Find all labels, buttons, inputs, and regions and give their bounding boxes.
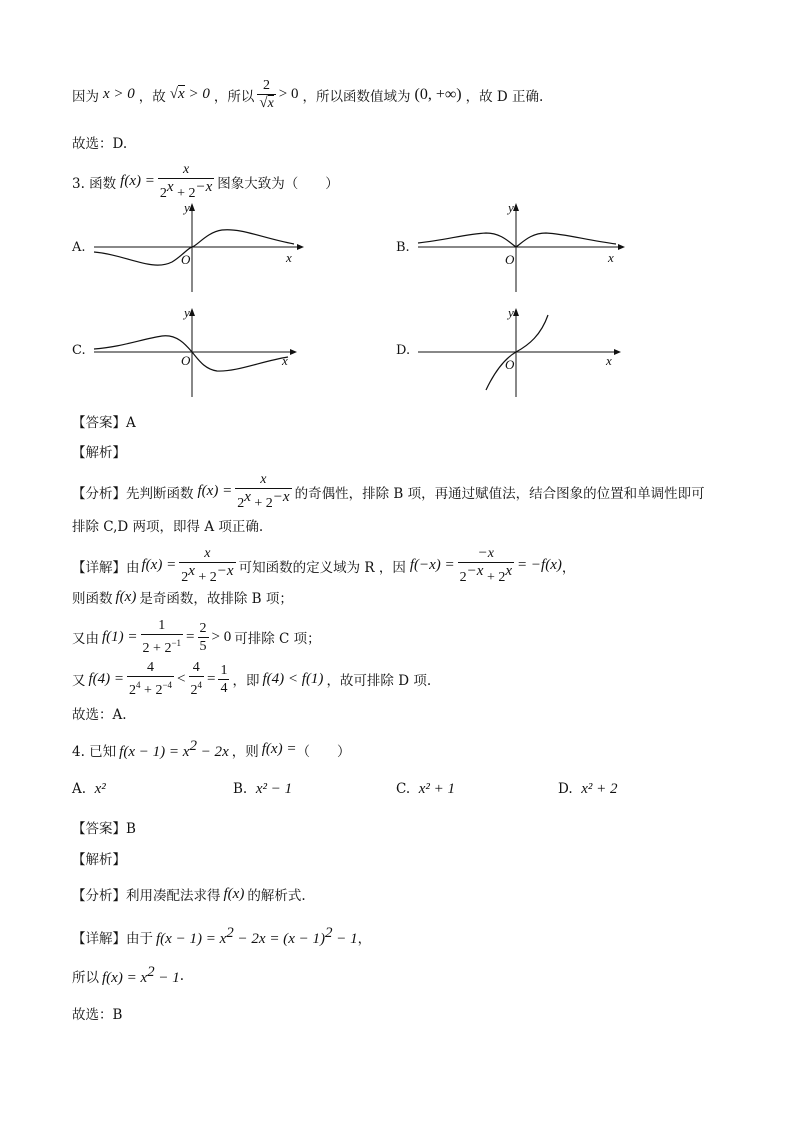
math-f4: f(4) = xyxy=(88,670,125,687)
text: 【详解】由于 xyxy=(72,930,153,947)
text: 的奇偶性，排除 B 项，再通过赋值法，结合图象的位置和单调性即可 xyxy=(294,485,705,502)
text: ， xyxy=(561,559,576,576)
question-tail: 图象大致为（ ） xyxy=(217,175,339,192)
detail-line xyxy=(72,925,371,948)
text: ， xyxy=(357,930,372,947)
graph-d-svg xyxy=(396,305,636,400)
math-frac: $\frac{1}{4}$ xyxy=(220,662,228,696)
math-f1: f(1) = xyxy=(102,628,138,645)
math-eq: = xyxy=(186,628,195,645)
answer-line: 故选：A. xyxy=(72,707,127,723)
math-fx: f(x) xyxy=(115,588,137,605)
question-4 xyxy=(72,738,350,761)
detail-line-3 xyxy=(72,618,321,656)
axis-x: x xyxy=(286,250,292,265)
option-label: A. xyxy=(72,781,87,797)
option-label: D. xyxy=(396,343,411,358)
analysis-tag: 【解析】 xyxy=(72,445,126,461)
option-value: x² xyxy=(94,781,106,797)
option-label: C. xyxy=(396,781,411,797)
text: ，所以函数值域为 xyxy=(302,88,411,105)
axis-y: y xyxy=(184,200,190,215)
analysis-tag: 【解析】 xyxy=(72,852,126,868)
graph-d xyxy=(396,305,636,400)
math-fx: f(x) = xyxy=(141,557,177,573)
math-frac: $\frac{x}{2^x + 2^{-x}}$ xyxy=(159,162,213,201)
analysis-line-2: 排除 C,D 两项，即得 A 项正确. xyxy=(72,519,264,535)
analysis-line xyxy=(72,472,705,511)
math-frac: $\frac{2}{√x}$ xyxy=(259,78,274,111)
origin: O xyxy=(505,357,515,372)
graph-b-svg xyxy=(396,200,636,295)
math-frac: $\frac{4}{2^4 + 2^{-4}}$ xyxy=(129,660,173,698)
question-number: 3. 函数 xyxy=(72,175,117,192)
math-neg-fx: = −f(x) xyxy=(517,557,562,573)
math-fx: f(x) = xyxy=(261,741,297,757)
text: ，故 xyxy=(138,88,166,105)
text: 可排除 C 项； xyxy=(234,631,321,647)
text: 是奇函数，故排除 B 项； xyxy=(139,591,293,607)
text: 【分析】利用凑配法求得 xyxy=(72,888,221,904)
text: 又 xyxy=(72,673,86,689)
math-sqrt: √x > 0 xyxy=(169,86,210,102)
answer-tag: 【答案】A xyxy=(72,415,136,431)
option-label: D. xyxy=(558,781,573,797)
math-frac: $\frac{x}{2^x + 2^{-x}}$ xyxy=(181,546,234,585)
option-c xyxy=(396,781,455,798)
option-value: x² − 1 xyxy=(255,781,293,797)
option-label: C. xyxy=(72,343,86,358)
math-lt: < xyxy=(177,670,186,687)
math-x-gt-0: x > 0 xyxy=(103,86,135,102)
graph-c xyxy=(72,305,312,400)
math-compare: f(4) < f(1) xyxy=(262,670,324,687)
text: 所以 xyxy=(72,969,99,986)
axis-x: x xyxy=(606,353,612,368)
origin: O xyxy=(181,353,191,368)
graph-b xyxy=(396,200,636,295)
option-a xyxy=(72,781,106,798)
math-frac: $\frac{1}{2 + 2^{-1}}$ xyxy=(142,618,182,656)
text: 可知函数的定义域为 R ，因 xyxy=(238,559,406,576)
answer-line: 故选：B xyxy=(72,1007,123,1023)
option-label: B. xyxy=(396,240,410,255)
question-3 xyxy=(72,162,339,201)
line-range xyxy=(72,78,543,111)
analysis-line xyxy=(72,884,306,904)
text: . xyxy=(179,967,185,984)
text: 因为 xyxy=(72,88,99,105)
text: ，即 xyxy=(232,673,260,689)
detail-line-2 xyxy=(72,587,293,607)
axis-y: y xyxy=(508,200,514,215)
math-frac: $\frac{x}{2^x + 2^{-x}}$ xyxy=(237,472,290,511)
option-b xyxy=(233,781,292,798)
text: 【分析】先判断函数 xyxy=(72,485,194,502)
math-fx: f(x) xyxy=(223,885,245,902)
origin: O xyxy=(181,252,191,267)
detail-line-4 xyxy=(72,660,431,698)
math-fx: f(x) = xyxy=(197,483,233,499)
math-frac: $\frac{4}{2^4}$ xyxy=(190,660,202,698)
math-frac: $\frac{2}{5}$ xyxy=(199,620,207,654)
math-f-neg: f(−x) = xyxy=(409,557,455,573)
axis-x: x xyxy=(282,353,288,368)
text: ，所以 xyxy=(213,88,255,105)
graph-a-svg xyxy=(72,200,312,295)
math-eq: = xyxy=(207,670,216,687)
origin: O xyxy=(505,252,515,267)
text: 【详解】由 xyxy=(72,559,140,576)
graph-c-svg xyxy=(72,305,312,400)
math-derive: $f(x - 1) = x^2 - 2x = (x - 1)^2 - 1$ xyxy=(156,925,358,947)
math-interval: (0, +∞) xyxy=(414,85,462,103)
answer-tag: 【答案】B xyxy=(72,821,136,837)
result-line xyxy=(72,964,184,987)
math-fx: f(x) = xyxy=(120,173,155,189)
text: （ ） xyxy=(296,743,351,760)
text: 则函数 xyxy=(72,591,113,607)
question-number: 4. 已知 xyxy=(72,743,117,760)
math-result: $f(x) = x^2 - 1$ xyxy=(102,964,180,986)
axis-x: x xyxy=(608,250,614,265)
option-value: x² + 1 xyxy=(418,781,456,797)
math-given: $f(x - 1) = x^2 - 2x$ xyxy=(119,738,229,760)
axis-y: y xyxy=(508,305,514,320)
option-value: x² + 2 xyxy=(581,781,618,797)
text: ，则 xyxy=(231,743,259,760)
text: 又由 xyxy=(72,631,99,647)
math-gt: > 0 xyxy=(278,86,299,102)
text: 的解析式. xyxy=(247,888,306,904)
text: ，故 D 正确. xyxy=(465,88,544,105)
text: ，故可排除 D 项. xyxy=(326,673,432,689)
answer-line: 故选：D. xyxy=(72,136,128,152)
option-d xyxy=(558,781,618,798)
detail-line-1 xyxy=(72,546,575,585)
math-gt: > 0 xyxy=(211,628,232,645)
axis-y: y xyxy=(184,305,190,320)
graph-a xyxy=(72,200,312,295)
math-frac: $\frac{-x}{2^{-x} + 2^x}$ xyxy=(459,545,513,585)
option-label: B. xyxy=(233,781,248,797)
option-label: A. xyxy=(72,240,86,255)
